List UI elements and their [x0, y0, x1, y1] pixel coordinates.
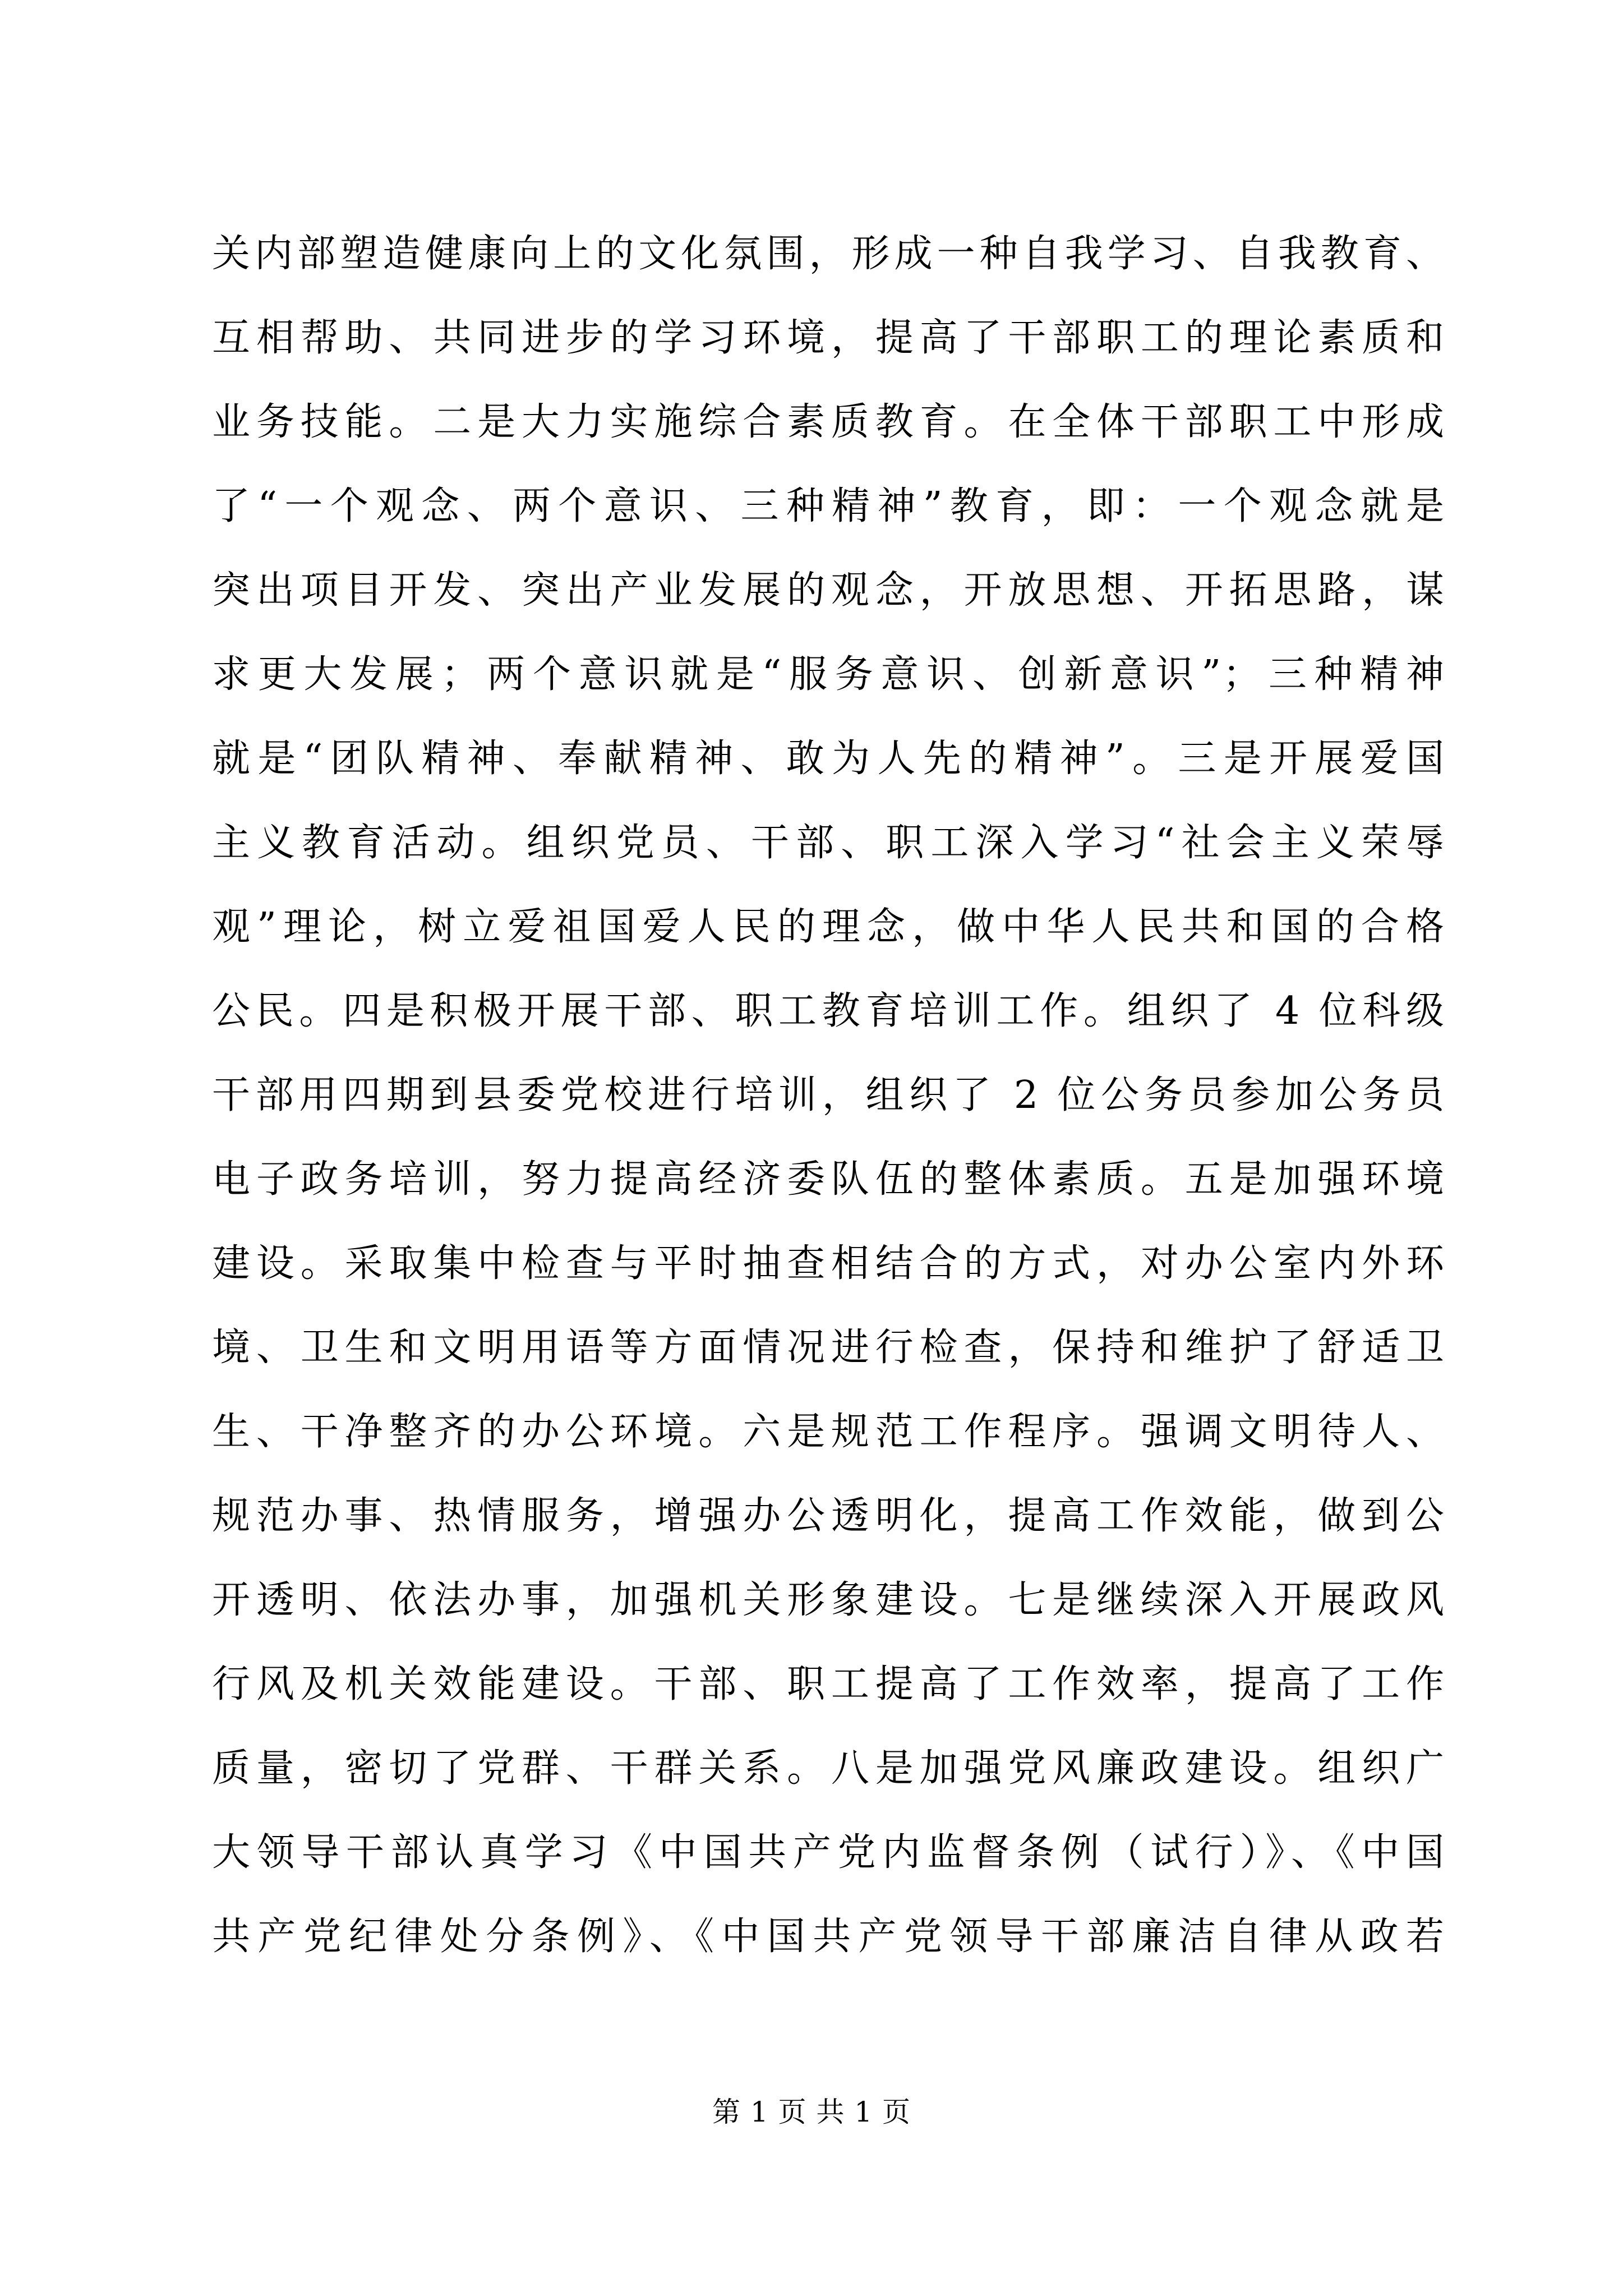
text-line: 互相帮助、共同进步的学习环境，提高了干部职工的理论素质和 [212, 316, 1446, 360]
text-line: 电子政务培训，努力提高经济委队伍的整体素质。五是加强环境 [212, 1157, 1446, 1202]
text-line: 求更大发展；两个意识就是“服务意识、创新意识”；三种精神 [212, 652, 1446, 697]
text-line: 大领导干部认真学习《中国共产党内监督条例（试行）》、《中国 [212, 1830, 1446, 1875]
page-footer [0, 2095, 1623, 2129]
text-line: 关内部塑造健康向上的文化氛围，形成一种自我学习、自我教育、 [212, 232, 1446, 276]
text-line: 建设。采取集中检查与平时抽查相结合的方式，对办公室内外环 [212, 1241, 1446, 1286]
body-text [212, 212, 1446, 1979]
page-number-label: 第 1 页 共 1 页 [712, 2096, 911, 2128]
text-line: 就是“团队精神、奉献精神、敢为人先的精神”。三是开展爱国 [212, 737, 1446, 781]
text-line: 共产党纪律处分条例》、《中国共产党领导干部廉洁自律从政若 [212, 1915, 1446, 1959]
text-line: 突出项目开发、突出产业发展的观念，开放思想、开拓思路，谋 [212, 568, 1446, 613]
text-line: 境、卫生和文明用语等方面情况进行检查，保持和维护了舒适卫 [212, 1326, 1446, 1370]
text-line: 生、干净整齐的办公环境。六是规范工作程序。强调文明待人、 [212, 1410, 1446, 1454]
text-line: 公民。四是积极开展干部、职工教育培训工作。组织了 4 位科级 [212, 989, 1446, 1033]
text-line: 开透明、依法办事，加强机关形象建设。七是继续深入开展政风 [212, 1578, 1446, 1622]
text-line: 观”理论，树立爱祖国爱人民的理念，做中华人民共和国的合格 [212, 905, 1446, 949]
text-line: 业务技能。二是大力实施综合素质教育。在全体干部职工中形成 [212, 400, 1446, 444]
text-line: 规范办事、热情服务，增强办公透明化，提高工作效能，做到公 [212, 1494, 1446, 1538]
text-line: 干部用四期到县委党校进行培训，组织了 2 位公务员参加公务员 [212, 1073, 1446, 1117]
text-line: 了“一个观念、两个意识、三种精神”教育，即：一个观念就是 [212, 484, 1446, 528]
text-line: 行风及机关效能建设。干部、职工提高了工作效率，提高了工作 [212, 1662, 1446, 1706]
text-line: 主义教育活动。组织党员、干部、职工深入学习“社会主义荣辱 [212, 821, 1446, 865]
text-line: 质量，密切了党群、干群关系。八是加强党风廉政建设。组织广 [212, 1746, 1446, 1791]
